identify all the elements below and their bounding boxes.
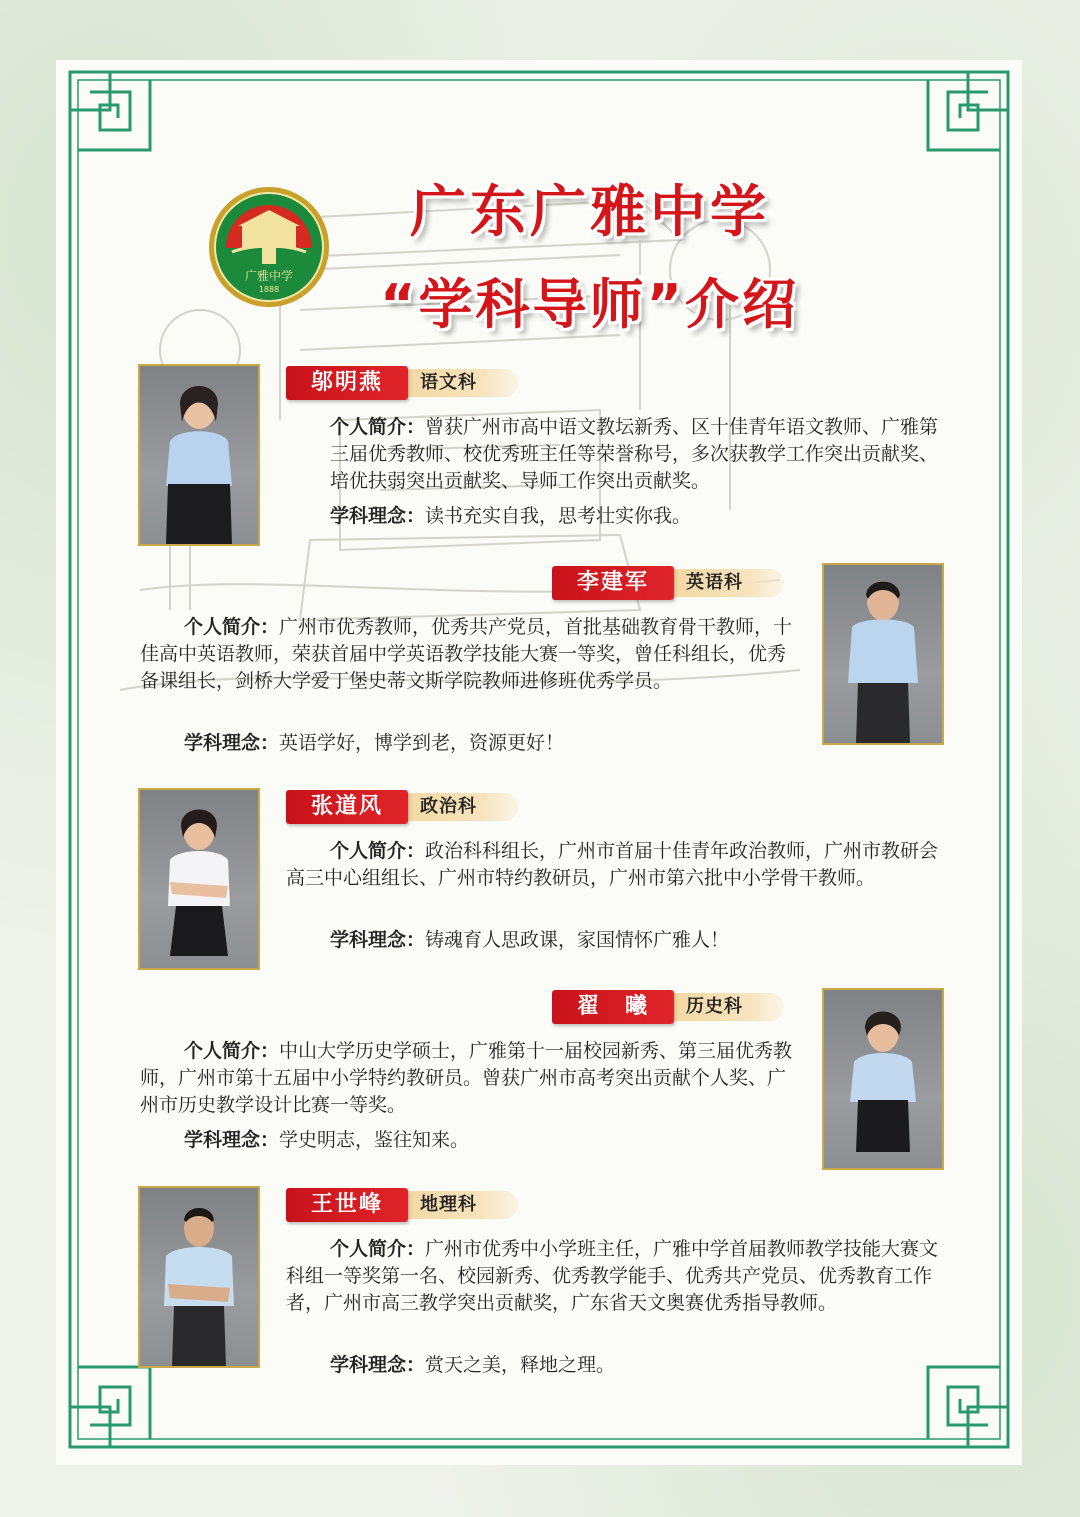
teacher-photo-1 — [138, 364, 260, 546]
teacher-motto-block-3 — [330, 927, 950, 954]
teacher-subject-1: 语文科 — [396, 369, 518, 397]
motto-label: 学科理念： — [330, 929, 426, 951]
teacher-motto-block-2 — [184, 730, 784, 757]
motto-label: 学科理念： — [184, 732, 280, 754]
teacher-photo-5 — [138, 1186, 260, 1368]
teacher-motto-3: 铸魂育人思政课，家国情怀广雅人！ — [425, 929, 730, 951]
teacher-block-2 — [140, 614, 800, 695]
school-logo — [208, 186, 330, 308]
intro-label: 个人简介： — [330, 1238, 426, 1260]
teacher-block-5 — [286, 1236, 950, 1317]
teacher-subject-5: 地理科 — [396, 1191, 518, 1219]
teacher-motto-block-4 — [184, 1127, 784, 1154]
teacher-photo-2 — [822, 563, 944, 745]
page-title: 广东广雅中学 — [410, 180, 770, 245]
teacher-name-5: 王世峰 — [286, 1188, 408, 1222]
teacher-name-3: 张道风 — [286, 790, 408, 824]
teacher-motto-4: 学史明志，鉴往知来。 — [279, 1129, 470, 1151]
teacher-intro-2: 广州市优秀教师，优秀共产党员，首批基础教育骨干教师，十佳高中英语教师，荣获首届中学英语教学技能大赛一等奖，曾任科组长，优秀备课组长，剑桥大学爱丁堡史蒂文斯学院教师进修班优秀学员。 — [140, 616, 793, 692]
teacher-name-2: 李建军 — [552, 566, 674, 600]
teacher-subject-3: 政治科 — [396, 793, 518, 821]
teacher-intro-1: 曾获广州市高中语文教坛新秀、区十佳青年语文教师、广雅第三届优秀教师、校优秀班主任等荣誉称号，多次获教学工作突出贡献奖、培优扶弱突出贡献奖、导师工作突出贡献奖。 — [330, 416, 939, 492]
motto-label: 学科理念： — [330, 505, 426, 527]
intro-label: 个人简介： — [330, 416, 426, 438]
teacher-subject-4: 历史科 — [662, 993, 784, 1021]
intro-label: 个人简介： — [184, 616, 280, 638]
teacher-intro-3: 政治科科组长，广州市首届十佳青年政治教师，广州市教研会高三中心组组长、广州市特约教研员，广州市第六批中小学骨干教师。 — [286, 840, 939, 889]
intro-label: 个人简介： — [330, 840, 426, 862]
page-subtitle: “学科导师”介绍 — [380, 273, 799, 336]
teacher-motto-1: 读书充实自我，思考壮实你我。 — [425, 505, 692, 527]
teacher-photo-3 — [138, 788, 260, 970]
teacher-block-1 — [330, 414, 950, 495]
teacher-name-1: 邬明燕 — [286, 366, 408, 400]
teacher-name-4: 翟 曦 — [552, 990, 674, 1024]
motto-label: 学科理念： — [330, 1354, 426, 1376]
logo-year: 1888 — [258, 285, 280, 294]
teacher-intro-4: 中山大学历史学硕士，广雅第十一届校园新秀、第三届优秀教师，广州市第十五届中小学特约教研员。曾获广州市高考突出贡献个人奖、广州市历史教学设计比赛一等奖。 — [140, 1040, 793, 1116]
teacher-motto-2: 英语学好，博学到老，资源更好！ — [279, 732, 565, 754]
teacher-block-3 — [286, 838, 950, 892]
motto-label: 学科理念： — [184, 1129, 280, 1151]
logo-text: 广雅中学 — [244, 269, 294, 283]
teacher-photo-4 — [822, 988, 944, 1170]
teacher-motto-block-5 — [330, 1352, 950, 1379]
teacher-block-4 — [140, 1038, 800, 1119]
teacher-motto-block-1 — [330, 503, 950, 530]
intro-label: 个人简介： — [184, 1040, 280, 1062]
teacher-motto-5: 赏天之美，释地之理。 — [425, 1354, 616, 1376]
teacher-intro-5: 广州市优秀中小学班主任，广雅中学首届教师教学技能大赛文科组一等奖第一名、校园新秀、优秀教学能手、优秀共产党员、优秀教育工作者，广州市高三教学突出贡献奖，广东省天文奥赛优秀指导教师。 — [286, 1238, 939, 1314]
teacher-subject-2: 英语科 — [662, 569, 784, 597]
